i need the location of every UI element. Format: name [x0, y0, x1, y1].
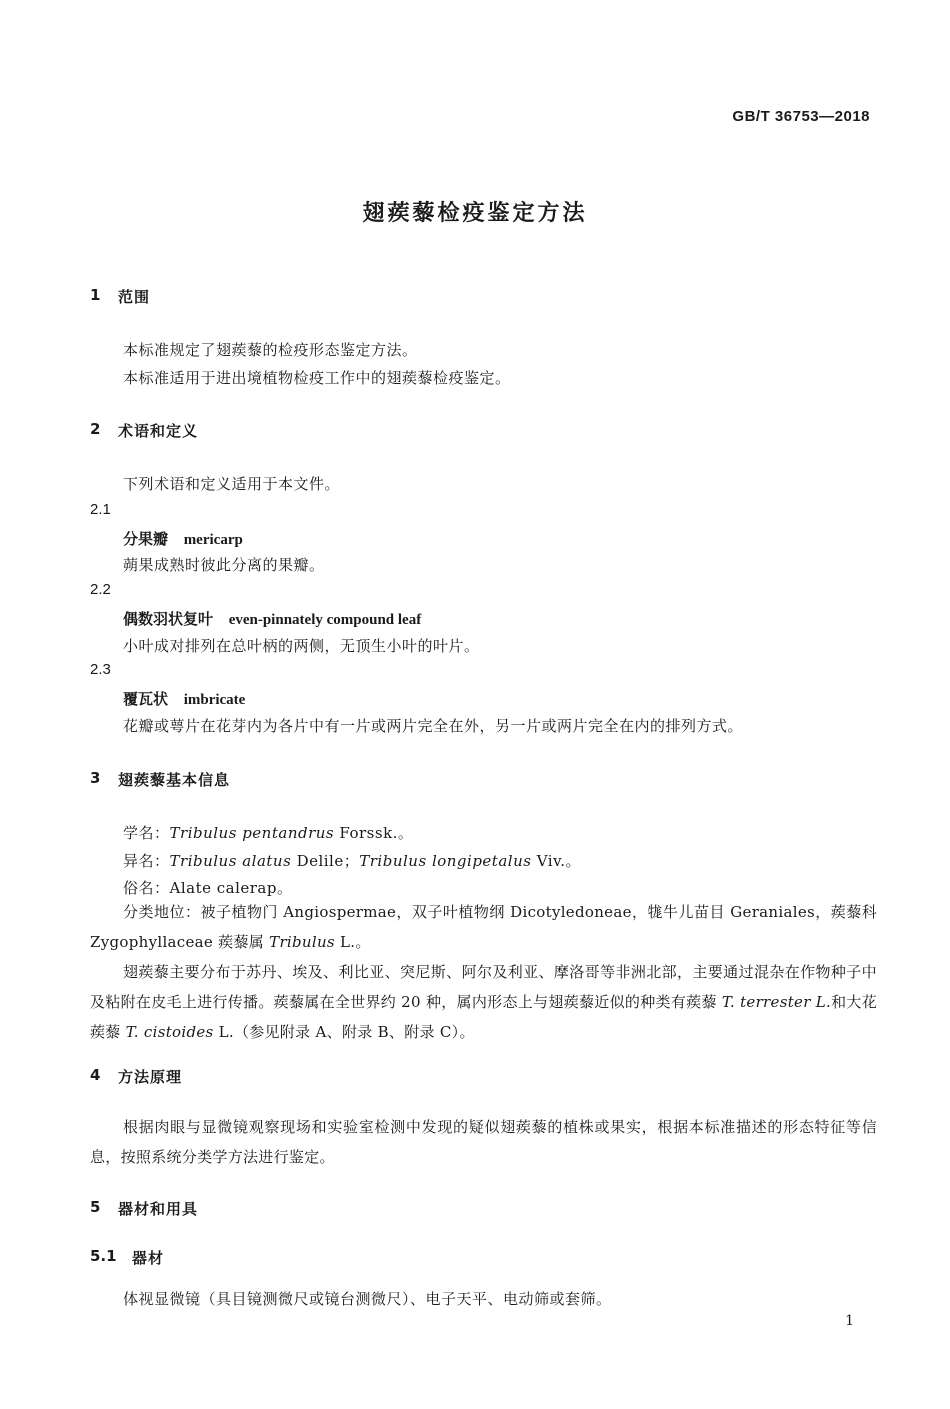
distribution-species-2: T. cistoides — [125, 1023, 214, 1041]
term-2-3-zh: 覆瓦状 — [123, 690, 169, 708]
section-5-1-number: 5.1 — [90, 1247, 117, 1265]
section-2-title: 术语和定义 — [118, 422, 199, 440]
document-title: 翅蒺藜检疫鉴定方法 — [362, 201, 588, 226]
term-2-3-definition: 花瓣或萼片在花芽内为各片中有一片或两片完全在外，另一片或两片完全在内的排列方式。 — [123, 717, 744, 735]
distribution-mid: 和大花蒺藜 — [90, 993, 877, 1041]
taxonomy-paragraph — [90, 897, 877, 957]
distribution-species-1: T. terrester L. — [721, 993, 832, 1011]
section-1-number: 1 — [90, 286, 101, 304]
section-5-title: 器材和用具 — [118, 1200, 199, 1218]
standard-number: GB/T 36753—2018 — [732, 108, 870, 125]
term-2-2-definition: 小叶成对排列在总叶柄的两侧，无顶生小叶的叶片。 — [123, 637, 480, 655]
distribution-paragraph — [90, 957, 877, 1047]
clause-2-1-number: 2.1 — [90, 501, 111, 518]
taxonomy-end: L.。 — [334, 933, 371, 951]
section-5-1-para: 体视显微镜（具目镜测微尺或镜台测微尺）、电子天平、电动筛或套筛。 — [123, 1290, 612, 1308]
section-3-title: 翅蒺藜基本信息 — [118, 771, 231, 789]
taxonomy-text: 分类地位：被子植物门 Angiospermae，双子叶植物纲 Dicotyledoneae，牻牛儿苗目 Geraniales，蒺藜科 Zygophyllaceae 蒺藜属 — [90, 903, 877, 951]
term-2-2-en: even-pinnately compound leaf — [228, 612, 422, 628]
syn1-author: Delile； — [296, 852, 360, 870]
syn2-author: Viv.。 — [536, 852, 582, 870]
section-5-1-title: 器材 — [132, 1249, 165, 1267]
section-1-para-2: 本标准适用于进出境植物检疫工作中的翅蒺藜检疫鉴定。 — [123, 369, 511, 387]
clause-2-3-number: 2.3 — [90, 661, 111, 678]
sci-genus: Tribulus — [169, 824, 237, 842]
term-2-1-zh: 分果瓣 — [123, 530, 169, 548]
section-4-para: 根据肉眼与显微镜观察现场和实验室检测中发现的疑似翅蒺藜的植株或果实，根据本标准描述的形态特征等信息，按照系统分类学方法进行鉴定。 — [90, 1118, 877, 1166]
syn1-genus: Tribulus — [169, 852, 237, 870]
sci-author: Forssk.。 — [339, 824, 414, 842]
section-1-para-1: 本标准规定了翅蒺藜的检疫形态鉴定方法。 — [123, 341, 418, 359]
section-4-title: 方法原理 — [118, 1068, 183, 1086]
section-2-intro: 下列术语和定义适用于本文件。 — [123, 475, 341, 493]
section-3-number: 3 — [90, 769, 101, 787]
section-4-number: 4 — [90, 1066, 101, 1084]
term-2-3-en: imbricate — [183, 692, 246, 708]
syn-label: 异名： — [123, 852, 170, 870]
clause-2-2-number: 2.2 — [90, 581, 111, 598]
term-2-2 — [123, 608, 421, 629]
term-2-3 — [123, 688, 245, 709]
scientific-name — [123, 822, 413, 843]
syn2-species: longipetalus — [431, 852, 532, 870]
syn1-species: alatus — [242, 852, 292, 870]
sci-species: pentandrus — [242, 824, 335, 842]
sci-label: 学名： — [123, 824, 170, 842]
syn2-genus: Tribulus — [359, 852, 427, 870]
section-5-number: 5 — [90, 1198, 101, 1216]
page-number: 1 — [845, 1313, 854, 1329]
distribution-text: 翅蒺藜主要分布于苏丹、埃及、利比亚、突尼斯、阿尔及利亚、摩洛哥等非洲北部，主要通过混杂在作物种子中及粘附在皮毛上进行传播。蒺藜属在全世界约 20 种，属内形态上与翅蒺藜近似的种类有蒺藜 — [90, 963, 877, 1011]
term-2-1-en: mericarp — [183, 532, 243, 548]
term-2-2-zh: 偶数羽状复叶 — [123, 610, 214, 628]
synonyms — [123, 850, 581, 871]
term-2-1 — [123, 528, 243, 549]
common-name: 俗名：Alate calerap。 — [123, 879, 293, 897]
distribution-end: L.（参见附录 A、附录 B、附录 C）。 — [213, 1023, 475, 1041]
term-2-1-definition: 蒴果成熟时彼此分离的果瓣。 — [123, 556, 325, 574]
section-2-number: 2 — [90, 420, 101, 438]
taxonomy-genus: Tribulus — [269, 933, 335, 951]
section-1-title: 范围 — [118, 288, 151, 306]
